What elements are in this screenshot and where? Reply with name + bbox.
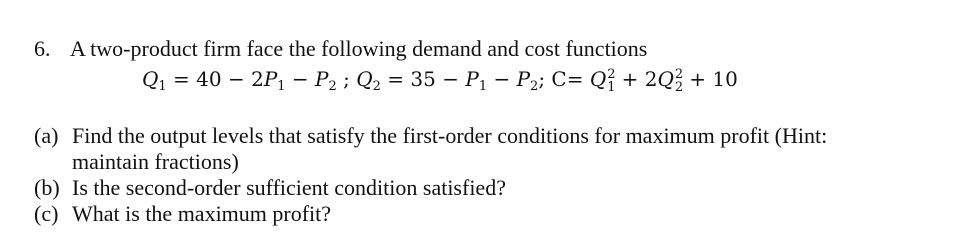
part-c: [34, 201, 827, 227]
eq-plus-two: + 2: [615, 67, 658, 91]
eq-q2: Q: [356, 67, 373, 91]
part-a-continuation: maintain fractions): [72, 149, 239, 174]
eq-cost-label: C=: [545, 67, 590, 91]
eq-cost-q2-indices: [674, 68, 683, 94]
eq-cost-q2: Q: [657, 67, 674, 91]
eq-separator-2: ;: [538, 67, 546, 91]
part-b: [34, 175, 827, 201]
eq-q2-rhs-start: = 35 −: [380, 67, 466, 91]
part-a-label: (a): [34, 123, 59, 148]
eq-separator-1: ;: [336, 67, 357, 91]
eq-p2b-sub: 2: [530, 79, 539, 94]
eq-q1-sub: 1: [158, 79, 167, 94]
eq-p1-sub: 1: [277, 79, 286, 94]
eq-cost-q1-sub: 1: [607, 79, 616, 95]
eq-p2-sub: 2: [328, 79, 337, 94]
eq-p1b-sub: 1: [478, 79, 488, 94]
part-c-text: What is the maximum profit?: [72, 201, 332, 226]
part-a-text: Find the output levels that satisfy the first-order conditions for maximum profit (Hint:: [72, 123, 828, 148]
eq-cost-q2-sup: 2: [674, 66, 684, 82]
eq-q1-rhs-start: = 40 − 2: [166, 67, 264, 91]
eq-p1b: P: [465, 67, 479, 91]
eq-plus-ten: + 10: [682, 67, 738, 91]
part-a: [34, 123, 827, 149]
part-c-label: (c): [34, 201, 59, 226]
eq-q1: Q: [142, 67, 159, 91]
eq-minus-2: −: [487, 67, 517, 91]
eq-minus-1: −: [285, 67, 316, 91]
demand-cost-equations: [142, 66, 738, 94]
problem-number: 6.: [34, 36, 51, 61]
eq-cost-q2-sub: 2: [674, 79, 684, 95]
part-b-text: Is the second-order sufficient condition satisfied?: [72, 175, 506, 200]
problem-statement: A two-product firm face the following demand and cost functions: [70, 36, 648, 61]
eq-p2b: P: [516, 67, 531, 91]
eq-cost-q1-sup: 2: [607, 66, 616, 82]
eq-cost-q1-indices: [606, 68, 615, 94]
eq-q2-sub: 2: [372, 79, 381, 94]
eq-cost-q1: Q: [589, 67, 607, 91]
question-parts: [34, 123, 827, 227]
problem-header: [34, 36, 647, 62]
part-b-label: (b): [34, 175, 60, 200]
eq-p1: P: [263, 67, 278, 91]
eq-p2: P: [315, 67, 329, 91]
